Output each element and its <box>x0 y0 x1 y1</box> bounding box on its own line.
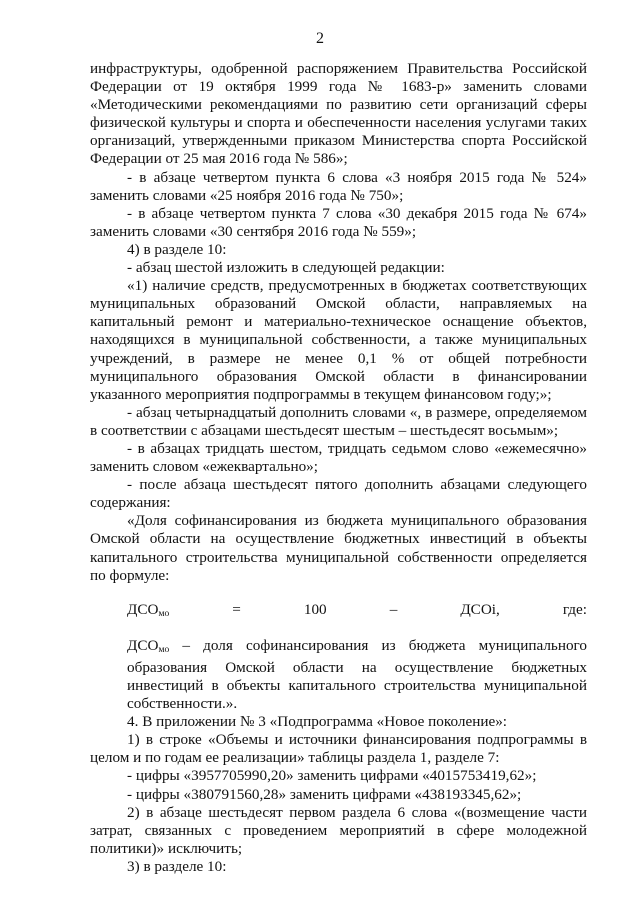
formula-lhs: ДСО <box>127 600 159 618</box>
document-body <box>90 60 587 876</box>
paragraph: «Доля софинансирования из бюджета муниципального образования Омской области на осуществление бюджетных инвестиций в объекты капитального строительства муниципальной собственности определяется по формуле: <box>90 512 587 584</box>
page-number: 2 <box>316 30 324 47</box>
definition-term: ДСО <box>127 636 159 654</box>
formula-lhs-subscript: мо <box>158 608 170 619</box>
paragraph: - цифры «3957705990,20» заменить цифрами «4015753419,62»; <box>127 767 537 785</box>
paragraph: 1) в строке «Объемы и источники финансирования подпрограммы в целом и по годам ее реализации» таблицы раздела 1, разделе 7: <box>90 731 587 767</box>
paragraph: - после абзаца шестьдесят пятого дополнить абзацами следующего содержания: <box>90 476 587 512</box>
paragraph: 2) в абзаце шестьдесят первом раздела 6 слова «(возмещение части затрат, связанных с проведением мероприятий в сфере молодежной политики)» исключить; <box>90 803 587 857</box>
paragraph: 4) в разделе 10: <box>127 240 227 258</box>
paragraph: - абзац шестой изложить в следующей редакции: <box>127 259 445 277</box>
formula <box>127 601 587 623</box>
paragraph: 4. В приложении № 3 «Подпрограмма «Новое поколение»: <box>127 713 508 731</box>
paragraph: - в абзацах тридцать шестом, тридцать седьмом слово «ежемесячно» заменить словом «ежеквартально»; <box>90 439 587 476</box>
formula-rhs: = 100 – ДСОi, где: <box>169 600 587 618</box>
paragraph: - цифры «380791560,28» заменить цифрами «438193345,62»; <box>127 785 522 803</box>
paragraph: инфраструктуры, одобренной распоряжением Правительства Российской Федерации от 19 октября 1999 года № 1683-р» заменить словами «Методическими рекомендациями по развитию сети организаций сферы физической культуры и спорта и обеспеченности населения услугами таких организаций, утвержденными приказом Министерства спорта Российской Федерации от 25 мая 2016 года № 586»; <box>90 60 587 168</box>
formula-definition <box>127 637 587 713</box>
paragraph: 3) в разделе 10: <box>127 857 227 875</box>
definition-text: – доля софинансирования из бюджета муниципального образования Омской области на осуществление бюджетных инвестиций в объекты капитального строительства муниципальной собственности.». <box>127 636 587 713</box>
paragraph: - в абзаце четвертом пункта 7 слова «30 декабря 2015 года № 674» заменить словами «30 сентября 2016 года № 559»; <box>90 204 587 240</box>
definition-term-subscript: мо <box>158 644 170 655</box>
paragraph: - абзац четырнадцатый дополнить словами «, в размере, определяемом в соответствии с абзацами шестьдесят шестым – шестьдесят восьмым»; <box>90 403 587 439</box>
paragraph: «1) наличие средств, предусмотренных в бюджетах соответствующих муниципальных образований Омской области, направляемых на капитальный ремонт и материально-техническое оснащение объектов, находящихся в муниципальной собственности, а также муниципальных учреждений, в размере не менее 0,1 % от общей потребности муниципального образования Омской области в финансировании указанного мероприятия подпрограммы в текущем финансовом году;»; <box>90 277 587 403</box>
paragraph: - в абзаце четвертом пункта 6 слова «3 ноября 2015 года № 524» заменить словами «25 ноября 2016 года № 750»; <box>90 168 587 204</box>
